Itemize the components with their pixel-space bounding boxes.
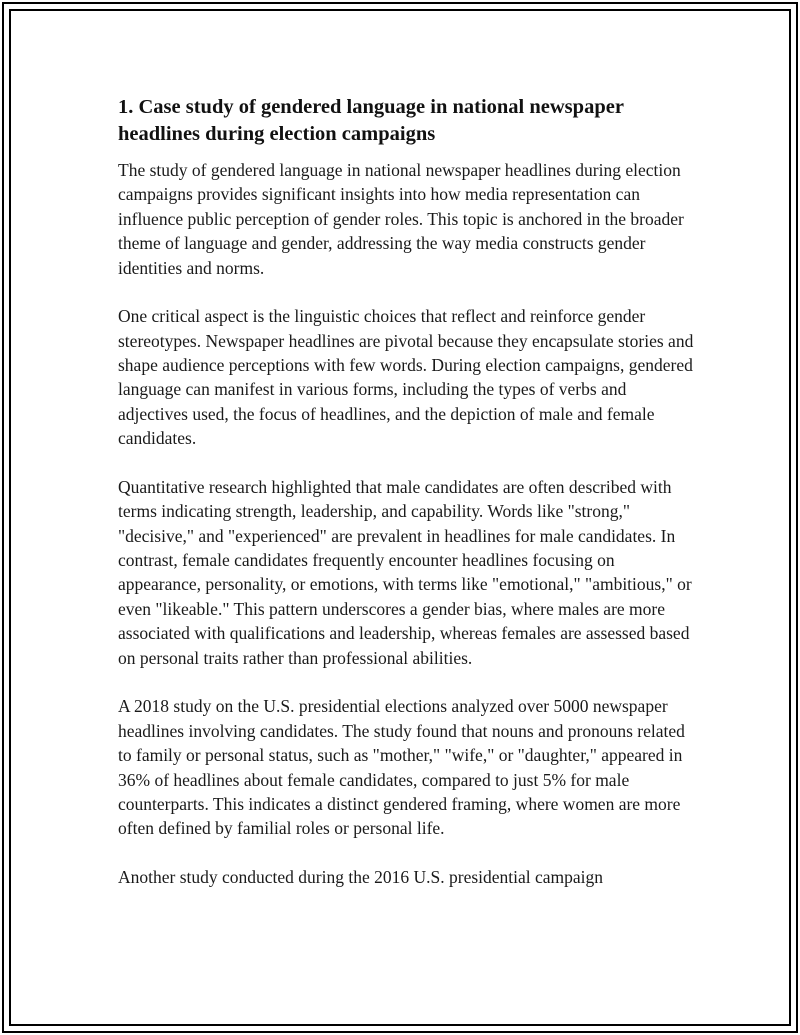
document-body	[118, 94, 698, 914]
paragraph-intro: The study of gendered language in national newspaper headlines during election campaigns provides significant insights into how media representation can influence public perception of gender roles. This topic is anchored in the broader theme of language and gender, addressing the way media constructs gender identities and norms.	[118, 160, 684, 278]
paragraph-quantitative-research: Quantitative research highlighted that male candidates are often described with terms indicating strength, leadership, and capability. Words like "strong," "decisive," and "experienced" are prevalent in headlines for male candidates. In contrast, female candidates frequently encounter headlines focusing on appearance, personality, or emotions, with terms like "emotional," "ambitious," or even "likeable." This pattern underscores a gender bias, where males are more associated with qualifications and leadership, whereas females are assessed based on personal traits rather than professional abilities.	[118, 476, 692, 668]
paragraph-2018-study: A 2018 study on the U.S. presidential elections analyzed over 5000 newspaper headlines involving candidates. The study found that nouns and pronouns related to family or personal status, such as "mother," "wife," or "daughter," appeared in 36% of headlines about female candidates, compared to just 5% for male counterparts. This indicates a distinct gendered framing, where women are more often defined by familial roles or personal life.	[118, 696, 685, 839]
paragraph-linguistic-choices: One critical aspect is the linguistic choices that reflect and reinforce gender stereotypes. Newspaper headlines are pivotal because they encapsulate stories and shape audience perceptions with few words. During election campaigns, gendered language can manifest in various forms, including the types of verbs and adjectives used, the focus of headlines, and the depiction of male and female candidates.	[118, 306, 694, 449]
section-title: 1. Case study of gendered language in national newspaper headlines during election campaigns	[118, 96, 624, 145]
paragraph-2016-study: Another study conducted during the 2016 U.S. presidential campaign	[118, 866, 604, 887]
